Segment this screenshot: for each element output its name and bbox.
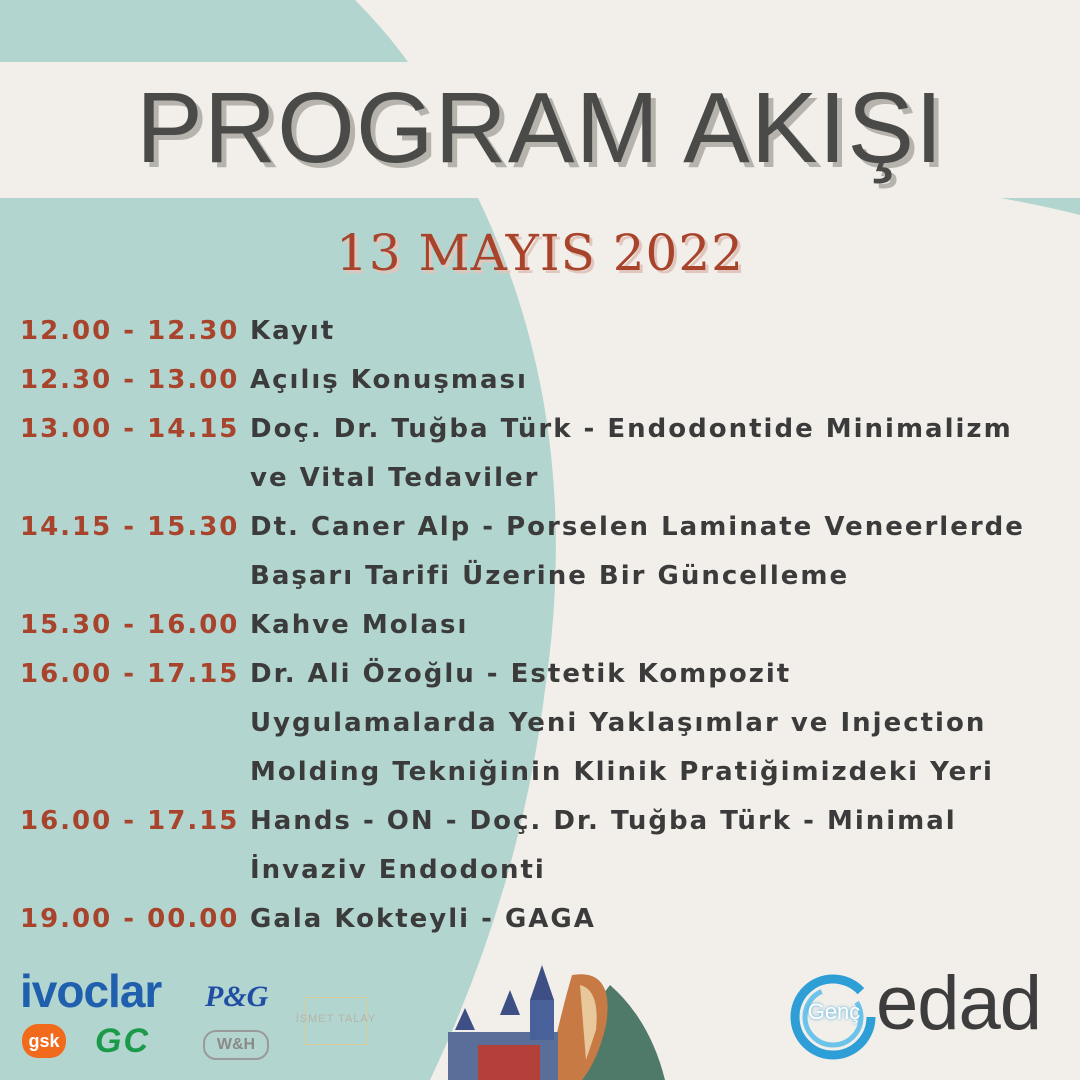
event-date: 13 MAYIS 2022 <box>336 224 744 282</box>
session-description <box>250 601 468 650</box>
description-line: Dr. Ali Özoğlu - Estetik Kompozit <box>250 659 792 689</box>
session-description <box>250 797 957 895</box>
time-range: 19.00 - 00.00 <box>20 904 240 934</box>
description-line: Kahve Molası <box>250 610 469 640</box>
session-description <box>250 405 1013 503</box>
description-line: Dt. Caner Alp - Porselen Laminate Veneerlerde <box>250 512 1025 542</box>
session-description <box>250 895 596 944</box>
collage-illustration <box>448 965 665 1080</box>
session-description <box>250 503 1025 601</box>
time-range: 14.15 - 15.30 <box>20 512 240 542</box>
gc-logo: GC <box>95 1022 150 1060</box>
wh-logo: W&H <box>203 1030 269 1060</box>
ismet-talay-logo <box>295 997 377 1045</box>
session-description <box>250 356 528 405</box>
session-description <box>250 650 994 797</box>
time-range: 15.30 - 16.00 <box>20 610 240 640</box>
description-line: Açılış Konuşması <box>250 365 528 395</box>
ismet-talay-text: İSMET TALAY <box>295 1013 377 1025</box>
genc-text: Genç <box>807 999 861 1024</box>
description-line: İnvaziv Endodonti <box>250 855 546 885</box>
description-line: Molding Tekniğinin Klinik Pratiğimizdeki Yeri <box>250 757 994 787</box>
right-teal-corner <box>1000 198 1080 215</box>
time-range: 12.30 - 13.00 <box>20 365 240 395</box>
gsk-logo: gsk <box>22 1024 66 1058</box>
description-line: ve Vital Tedaviler <box>250 463 540 493</box>
time-range: 12.00 - 12.30 <box>20 316 240 346</box>
edad-text: edad <box>876 961 1042 1046</box>
top-teal-shape <box>0 0 408 62</box>
description-line: Başarı Tarifi Üzerine Bir Güncelleme <box>250 561 850 591</box>
description-line: Doç. Dr. Tuğba Türk - Endodontide Minimalizm <box>250 414 1013 444</box>
description-line: Kayıt <box>250 316 336 346</box>
description-line: Gala Kokteyli - GAGA <box>250 904 596 934</box>
description-line: Hands - ON - Doç. Dr. Tuğba Türk - Minimal <box>250 806 957 836</box>
pg-logo: P&G <box>205 980 269 1013</box>
description-line: Uygulamalarda Yeni Yaklaşımlar ve Injection <box>250 708 987 738</box>
session-description <box>250 307 335 356</box>
time-range: 13.00 - 14.15 <box>20 414 240 444</box>
ivoclar-logo: ivoclar <box>20 965 162 1017</box>
time-range: 16.00 - 17.15 <box>20 659 240 689</box>
page-title: PROGRAM AKIŞI <box>136 72 944 184</box>
time-range: 16.00 - 17.15 <box>20 806 240 836</box>
